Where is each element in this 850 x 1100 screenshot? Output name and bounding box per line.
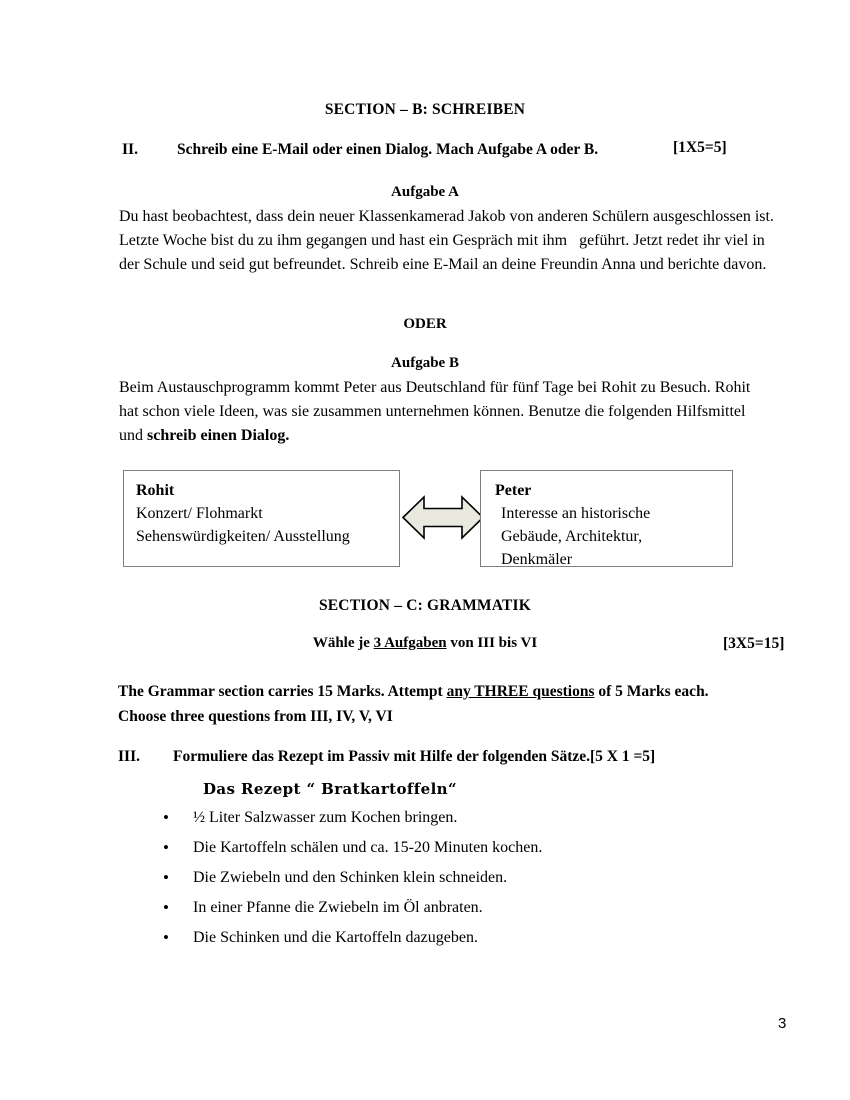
task-a-body: Du hast beobachtest, dass dein neuer Klassenkamerad Jakob von anderen Schülern ausgeschlossen ist. Letzte Woche bist du zu ihm gegangen und hast ein Gespräch mit ihm geführt. Jetzt redet ihr viel in der Schule und seid gut befreundet. Schreib eine E-Mail an deine Freundin Anna und berichte davon. bbox=[119, 208, 774, 273]
task-b-body bbox=[119, 376, 769, 448]
double-headed-arrow-icon bbox=[402, 495, 484, 545]
task-a-heading: Aufgabe A bbox=[391, 184, 459, 200]
oder-divider: ODER bbox=[403, 316, 447, 332]
choose-tasks-underlined: 3 Aufgaben bbox=[373, 635, 447, 651]
diagram-box-peter bbox=[480, 470, 733, 567]
diagram-box-rohit-line-1: Konzert/ Flohmarkt bbox=[136, 505, 263, 522]
choose-tasks-prefix: Wähle je bbox=[312, 635, 374, 651]
question-ii-text: Schreib eine E-Mail oder einen Dialog. Mach Aufgabe A oder B. bbox=[177, 141, 599, 158]
diagram-box-rohit-content bbox=[124, 471, 399, 548]
list-item: • Die Schinken und die Kartoffeln dazugeben. bbox=[155, 923, 542, 953]
diagram-box-rohit-line-2: Sehenswürdigkeiten/ Ausstellung bbox=[136, 528, 350, 545]
diagram-box-peter-line-3: Denkmäler bbox=[501, 551, 573, 568]
task-b-body-text: Beim Austauschprogramm kommt Peter aus Deutschland für fünf Tage bei Rohit zu Besuch. Rohit hat schon viele Ideen, was sie zusammen unternehmen können. Benutze die folgenden Hilfsmittel und bbox=[119, 379, 751, 444]
grammar-instructions-line-1 bbox=[118, 679, 798, 704]
task-b-body-emphasis: schreib einen Dialog. bbox=[147, 427, 290, 444]
grammar-instructions-suffix: of 5 Marks each. bbox=[594, 683, 709, 700]
recipe-steps-list bbox=[155, 803, 542, 953]
list-item: • Die Zwiebeln und den Schinken klein schneiden. bbox=[155, 863, 542, 893]
list-item: • Die Kartoffeln schälen und ca. 15-20 Minuten kochen. bbox=[155, 833, 542, 863]
section-b-heading: SECTION – B: SCHREIBEN bbox=[324, 101, 526, 118]
diagram-box-rohit-title: Rohit bbox=[136, 482, 175, 499]
recipe-title: Das Rezept “ Bratkartoffeln“ bbox=[202, 780, 457, 798]
choose-tasks-marks: [3X5=15] bbox=[723, 635, 785, 652]
choose-tasks-suffix: von III bis VI bbox=[446, 635, 538, 651]
diagram-box-peter-line-1: Interesse an historische bbox=[501, 505, 651, 522]
grammar-instructions-prefix: The Grammar section carries 15 Marks. Attempt bbox=[118, 683, 447, 700]
page-number: 3 bbox=[778, 1015, 787, 1032]
list-item: • ½ Liter Salzwasser zum Kochen bringen. bbox=[155, 803, 542, 833]
list-item: • In einer Pfanne die Zwiebeln im Öl anbraten. bbox=[155, 893, 542, 923]
grammar-instructions-underlined: any THREE questions bbox=[446, 683, 595, 700]
question-ii-marks: [1X5=5] bbox=[673, 139, 727, 156]
question-iii bbox=[118, 746, 655, 768]
question-ii-number: II. bbox=[122, 141, 138, 158]
section-c-heading: SECTION – C: GRAMMATIK bbox=[318, 597, 532, 614]
diagram-box-rohit bbox=[123, 470, 400, 567]
grammar-instructions bbox=[118, 679, 798, 729]
question-iii-number: III. bbox=[118, 748, 140, 765]
question-iii-text: Formuliere das Rezept im Passiv mit Hilfe der folgenden Sätze.[5 X 1 =5] bbox=[173, 748, 656, 765]
task-b-heading: Aufgabe B bbox=[391, 355, 459, 371]
diagram-box-peter-title: Peter bbox=[495, 482, 532, 499]
question-ii bbox=[122, 139, 598, 161]
diagram-box-peter-content bbox=[481, 471, 732, 571]
grammar-instructions-line-2: Choose three questions from III, IV, V, VI bbox=[118, 708, 393, 725]
diagram-box-peter-line-2: Gebäude, Architektur, bbox=[501, 528, 643, 545]
